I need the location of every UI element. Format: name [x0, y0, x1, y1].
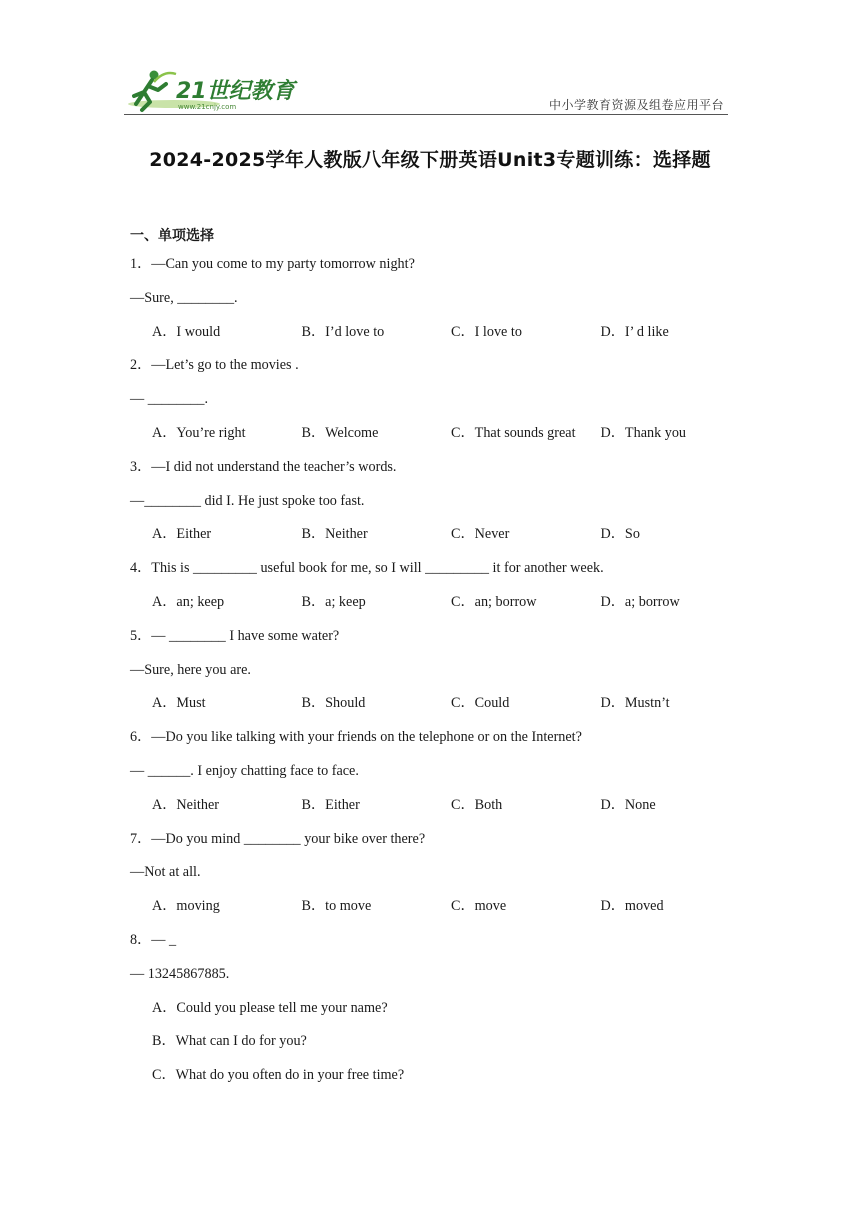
option-b[interactable]: B．Neither	[301, 526, 368, 543]
question-stem: 1．—Can you come to my party tomorrow night?	[130, 256, 415, 272]
option-c[interactable]: C．move	[451, 898, 507, 915]
question-stem: 8．— _	[130, 931, 177, 948]
question-list	[130, 225, 750, 1096]
option-a[interactable]: A．Either	[152, 526, 212, 543]
question-stem: 6．—Do you like talking with your friends on the telephone or on the Internet?	[130, 729, 582, 746]
option-a[interactable]: A．moving	[152, 898, 220, 915]
question-stem: 4．This is _________ useful book for me, so I will _________ it for another week.	[130, 560, 604, 577]
option-d[interactable]: D．a; borrow	[600, 593, 680, 610]
question-stem: 7．—Do you mind ________ your bike over there?	[130, 830, 426, 847]
answer-options	[130, 319, 750, 353]
option-a[interactable]: A．Could you please tell me your name?	[152, 999, 388, 1016]
option-b[interactable]: B．I’d love to	[301, 323, 385, 340]
option-c[interactable]: C．What do you often do in your free time?	[152, 1067, 405, 1084]
option-a[interactable]: A．You’re right	[152, 424, 246, 441]
question-response: —Not at all.	[130, 864, 201, 881]
option-d[interactable]: D．moved	[600, 898, 664, 915]
option-c[interactable]: C．Could	[451, 695, 510, 712]
option-b[interactable]: B．to move	[301, 898, 372, 915]
option-d[interactable]: D．Mustn’t	[600, 695, 670, 712]
option-c[interactable]: C．I love to	[451, 323, 522, 340]
svg-text:21世纪教育: 21世纪教育	[176, 79, 295, 104]
runner-logo-icon	[124, 66, 324, 114]
question	[130, 724, 750, 825]
option-a[interactable]: A．I would	[152, 323, 221, 340]
logo	[124, 66, 324, 114]
question-stem: 3．—I did not understand the teacher’s words.	[130, 458, 397, 475]
question-response: — 13245867885.	[130, 965, 230, 982]
option-b[interactable]: B．a; keep	[301, 593, 366, 610]
question	[130, 352, 750, 453]
question-response: — ______. I enjoy chatting face to face.	[130, 762, 359, 779]
option-b[interactable]: B．Should	[301, 695, 366, 712]
question-stem: 2．—Let’s go to the movies .	[130, 357, 299, 374]
option-c[interactable]: C．Never	[451, 526, 510, 543]
answer-options	[130, 420, 750, 454]
platform-name: 中小学教育资源及组卷应用平台	[548, 98, 724, 112]
question	[130, 623, 750, 724]
page-title: 2024-2025学年人教版八年级下册英语Unit3专题训练：选择题	[149, 149, 711, 171]
option-c[interactable]: C．an; borrow	[451, 593, 537, 610]
svg-text:www.21cnjy.com: www.21cnjy.com	[178, 103, 237, 111]
answer-options	[130, 589, 750, 623]
question	[130, 826, 750, 927]
option-b[interactable]: B．Either	[301, 796, 360, 813]
answer-options	[130, 690, 750, 724]
header-divider	[124, 114, 728, 115]
question-response: —Sure, here you are.	[130, 661, 251, 678]
option-d[interactable]: D．Thank you	[600, 424, 687, 441]
option-c[interactable]: C．That sounds great	[451, 424, 576, 441]
answer-options	[130, 792, 750, 826]
option-d[interactable]: D．I’ d like	[600, 323, 669, 340]
option-a[interactable]: A．Must	[152, 695, 206, 712]
question-response: — ________.	[130, 391, 209, 408]
option-a[interactable]: A．an; keep	[152, 593, 225, 610]
option-b[interactable]: B．What can I do for you?	[152, 1033, 307, 1050]
option-c[interactable]: C．Both	[451, 796, 503, 813]
section-heading: 一、单项选择	[130, 228, 214, 244]
question	[130, 251, 750, 352]
question	[130, 927, 750, 1096]
answer-options	[130, 893, 750, 927]
option-a[interactable]: A．Neither	[152, 796, 219, 813]
question	[130, 454, 750, 555]
option-b[interactable]: B．Welcome	[301, 424, 379, 441]
answer-options	[130, 521, 750, 555]
page-header	[124, 66, 728, 116]
question-response: —Sure, ________.	[130, 289, 238, 306]
question	[130, 555, 750, 623]
question-response: —________ did I. He just spoke too fast.	[130, 492, 365, 509]
option-d[interactable]: D．None	[600, 796, 656, 813]
option-d[interactable]: D．So	[600, 526, 640, 543]
question-stem: 5．— ________ I have some water?	[130, 627, 340, 644]
